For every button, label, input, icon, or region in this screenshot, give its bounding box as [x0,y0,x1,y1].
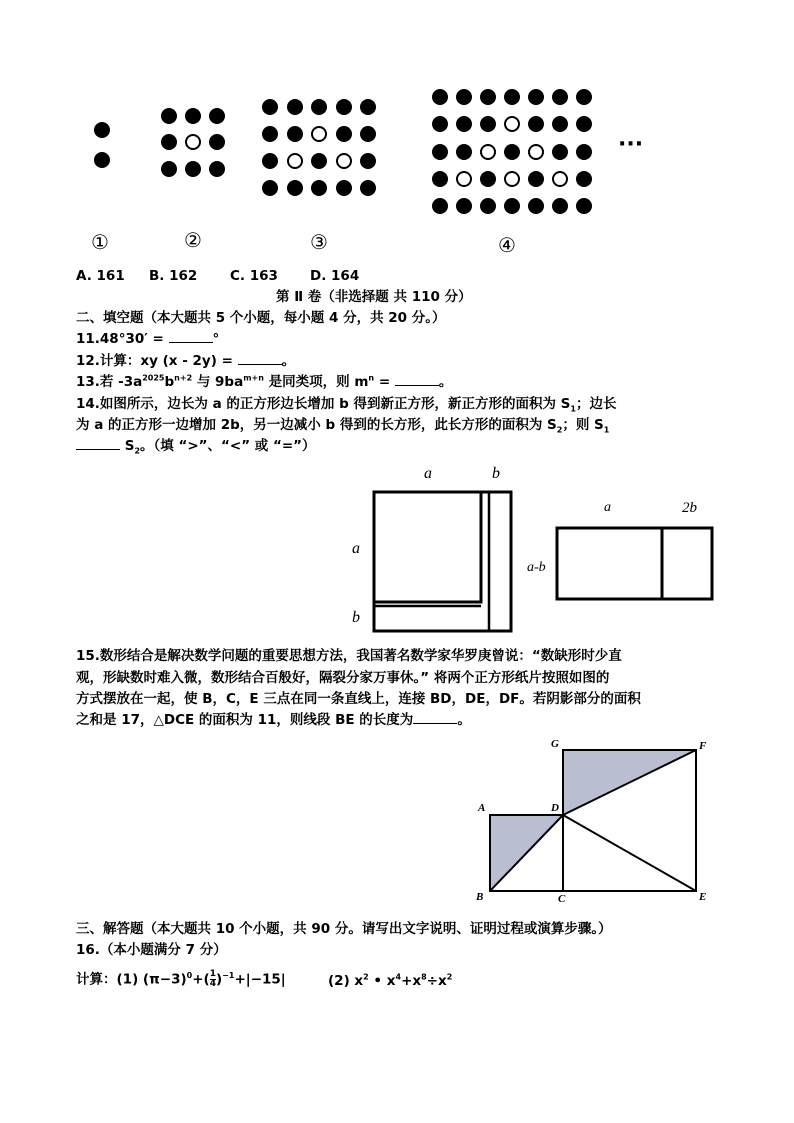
question-14-line2 [76,416,609,434]
q16-exp: −1 [222,971,235,980]
fraction-numerator: 1 [209,969,216,979]
volume-title: 第 Ⅱ 卷（非选择题 共 110 分） [276,289,472,305]
question-15-line3: 方式摆放在一起，使 B，C，E 三点在同一条直线上，连接 BD，DE，DF。若阴影部分的面积 [76,691,641,707]
point-g: G [551,738,559,750]
dot-solid [262,180,278,196]
q13-part: b [164,374,175,390]
dot-solid [287,99,303,115]
dot-solid [161,108,177,124]
dot-solid [504,144,520,160]
dot-solid [360,153,376,169]
q14-text: 14.如图所示，边长为 a 的正方形边长增加 b 得到新正方形，新正方形的面积为 S [76,396,571,412]
section2-heading: 二、填空题（本大题共 5 个小题，每小题 4 分，共 20 分。） [76,310,446,326]
dot-solid [576,144,592,160]
label-rect-a-minus-b: a-b [527,560,546,575]
q16-text: +|−15| [234,971,286,988]
dot-hollow [287,153,303,169]
q13-exp: n+2 [174,373,193,383]
dot-solid [480,116,496,132]
q16-text: +( [192,971,210,988]
option-a: A. 161 [76,268,125,284]
dot-hollow [311,126,327,142]
dot-hollow [528,144,544,160]
q14-text: S [124,438,135,454]
q16-text: • x [368,973,396,989]
dot-hollow [504,116,520,132]
q13-exp: n [368,373,375,383]
q14-sub: 1 [570,404,576,414]
q13-end: 。 [438,374,453,390]
dot-solid [432,89,448,105]
q16-exp: 2 [363,972,369,982]
q11-unit: ° [212,331,220,347]
dot-solid [94,122,110,138]
q13-part: 与 9ba [192,374,244,390]
label-rect-a: a [604,500,611,515]
q15-text: 之和是 17，△DCE 的面积为 11，则线段 BE 的长度为 [76,712,414,728]
answer-blank[interactable] [169,330,213,343]
dot-solid [552,144,568,160]
question-15-line2: 观，形缺数时难入微，数形结合百般好，隔裂分家万事休。” 将两个正方形纸片按照如图的 [76,670,610,686]
q14-sub: 2 [134,446,141,456]
q13-part: = [374,374,391,390]
answer-blank[interactable] [76,437,120,450]
question-14-line1 [76,395,617,413]
dot-solid [209,161,225,177]
dot-solid [161,134,177,150]
dot-solid [576,89,592,105]
question-16-part1 [76,970,286,989]
dot-solid [528,198,544,214]
q14-figure [340,455,730,645]
dot-hollow [504,171,520,187]
dot-solid [480,198,496,214]
dot-solid [456,144,472,160]
dot-solid [336,180,352,196]
dot-solid [287,126,303,142]
dot-solid [528,171,544,187]
dot-hollow [185,134,201,150]
dot-solid [311,99,327,115]
point-f: F [699,740,707,752]
point-c: C [558,893,566,905]
label-b-top: b [492,465,500,482]
dot-solid [311,180,327,196]
square-s1 [374,492,511,631]
q15-figure [470,735,720,905]
q16-exp: 4 [395,972,402,982]
dot-solid [456,89,472,105]
answer-blank[interactable] [413,711,457,724]
q13-exp: m+n [243,373,264,383]
q16-text: +x [401,973,422,989]
answer-blank[interactable] [395,373,439,386]
dot-solid [262,126,278,142]
figure-label-3: ③ [310,230,328,254]
q16-exp: 8 [421,972,427,982]
dot-solid [336,99,352,115]
dot-solid [432,116,448,132]
question-16-part2 [328,972,452,990]
dot-solid [480,89,496,105]
dot-solid [360,99,376,115]
dot-hollow [456,171,472,187]
q13-exp: 2025 [142,373,165,383]
q12-end: 。 [281,353,296,369]
dot-hollow [480,144,496,160]
question-16-title: 16.（本小题满分 7 分） [76,942,227,958]
dot-solid [552,116,568,132]
dot-solid [311,153,327,169]
dot-solid [360,126,376,142]
question-11 [76,330,219,348]
dot-solid [94,152,110,168]
question-14-line3 [76,437,316,455]
q16-exp: 0 [186,971,193,980]
question-15-line4 [76,711,471,729]
q12-text: 12.计算：xy (x - 2y) = [76,353,233,369]
point-e: E [699,891,707,903]
q16-text: ) [216,971,223,988]
q13-part: 是同类项，则 m [263,374,369,390]
q16-text: ÷x [426,973,447,989]
dot-solid [576,116,592,132]
dot-solid [209,108,225,124]
ellipsis: ··· [618,132,644,157]
dot-solid [576,198,592,214]
dot-solid [504,198,520,214]
q14-text: 为 a 的正方形一边增加 2b，另一边减小 b 得到的长方形，此长方形的面积为 S [76,417,557,433]
label-rect-2b: 2b [682,500,697,516]
q15-end: 。 [457,712,471,728]
dot-solid [432,144,448,160]
dot-solid [576,171,592,187]
point-b: B [476,891,484,903]
figure-label-2: ② [184,228,202,252]
dot-solid [185,161,201,177]
q13-part: 13.若 -3a [76,374,143,390]
dot-solid [185,108,201,124]
q14-text: ；则 S [562,417,604,433]
dot-solid [262,153,278,169]
segment-de [563,815,696,891]
label-a-left: a [352,540,360,557]
fraction-denominator: 4 [209,979,216,989]
question-15-line1: 15.数形结合是解决数学问题的重要思想方法，我国著名数学家华罗庚曾说：“数缺形时少直 [76,648,622,664]
option-d: D. 164 [310,268,360,284]
dot-solid [456,116,472,132]
dot-solid [456,198,472,214]
label-a-top: a [424,465,432,482]
q14-text: 。（填 “>”、“<” 或 “=”） [140,438,316,454]
q14-sub: 1 [603,425,610,435]
dot-solid [480,171,496,187]
q16-exp: 2 [446,972,453,982]
question-12 [76,352,295,370]
point-a: A [478,802,486,814]
dot-solid [528,116,544,132]
question-13 [76,373,452,391]
dot-solid [360,180,376,196]
q14-text: ；边长 [576,396,617,412]
dot-hollow [336,153,352,169]
dot-solid [552,89,568,105]
dot-solid [209,134,225,150]
section3-heading: 三、解答题（本大题共 10 个小题，共 90 分。请写出文字说明、证明过程或演算步骤。） [76,921,612,937]
dot-solid [552,198,568,214]
q16-text: 计算：(1) (π−3) [76,971,187,988]
dot-solid [336,126,352,142]
dot-solid [287,180,303,196]
option-c: C. 163 [230,268,278,284]
dot-solid [504,89,520,105]
dot-solid [432,198,448,214]
option-b: B. 162 [149,268,198,284]
dot-hollow [552,171,568,187]
point-d: D [551,802,559,814]
figure-label-1: ① [91,230,109,254]
dot-solid [262,99,278,115]
dot-solid [528,89,544,105]
figure-label-4: ④ [498,233,516,257]
dot-solid [432,171,448,187]
q16-text: (2) x [328,973,364,989]
label-b-left: b [352,609,360,626]
rectangle-s2 [557,528,712,599]
answer-blank[interactable] [238,352,282,365]
q11-text: 11.48°30′ = [76,331,164,347]
dot-solid [161,161,177,177]
q14-sub: 2 [556,425,563,435]
square-a [374,492,481,602]
